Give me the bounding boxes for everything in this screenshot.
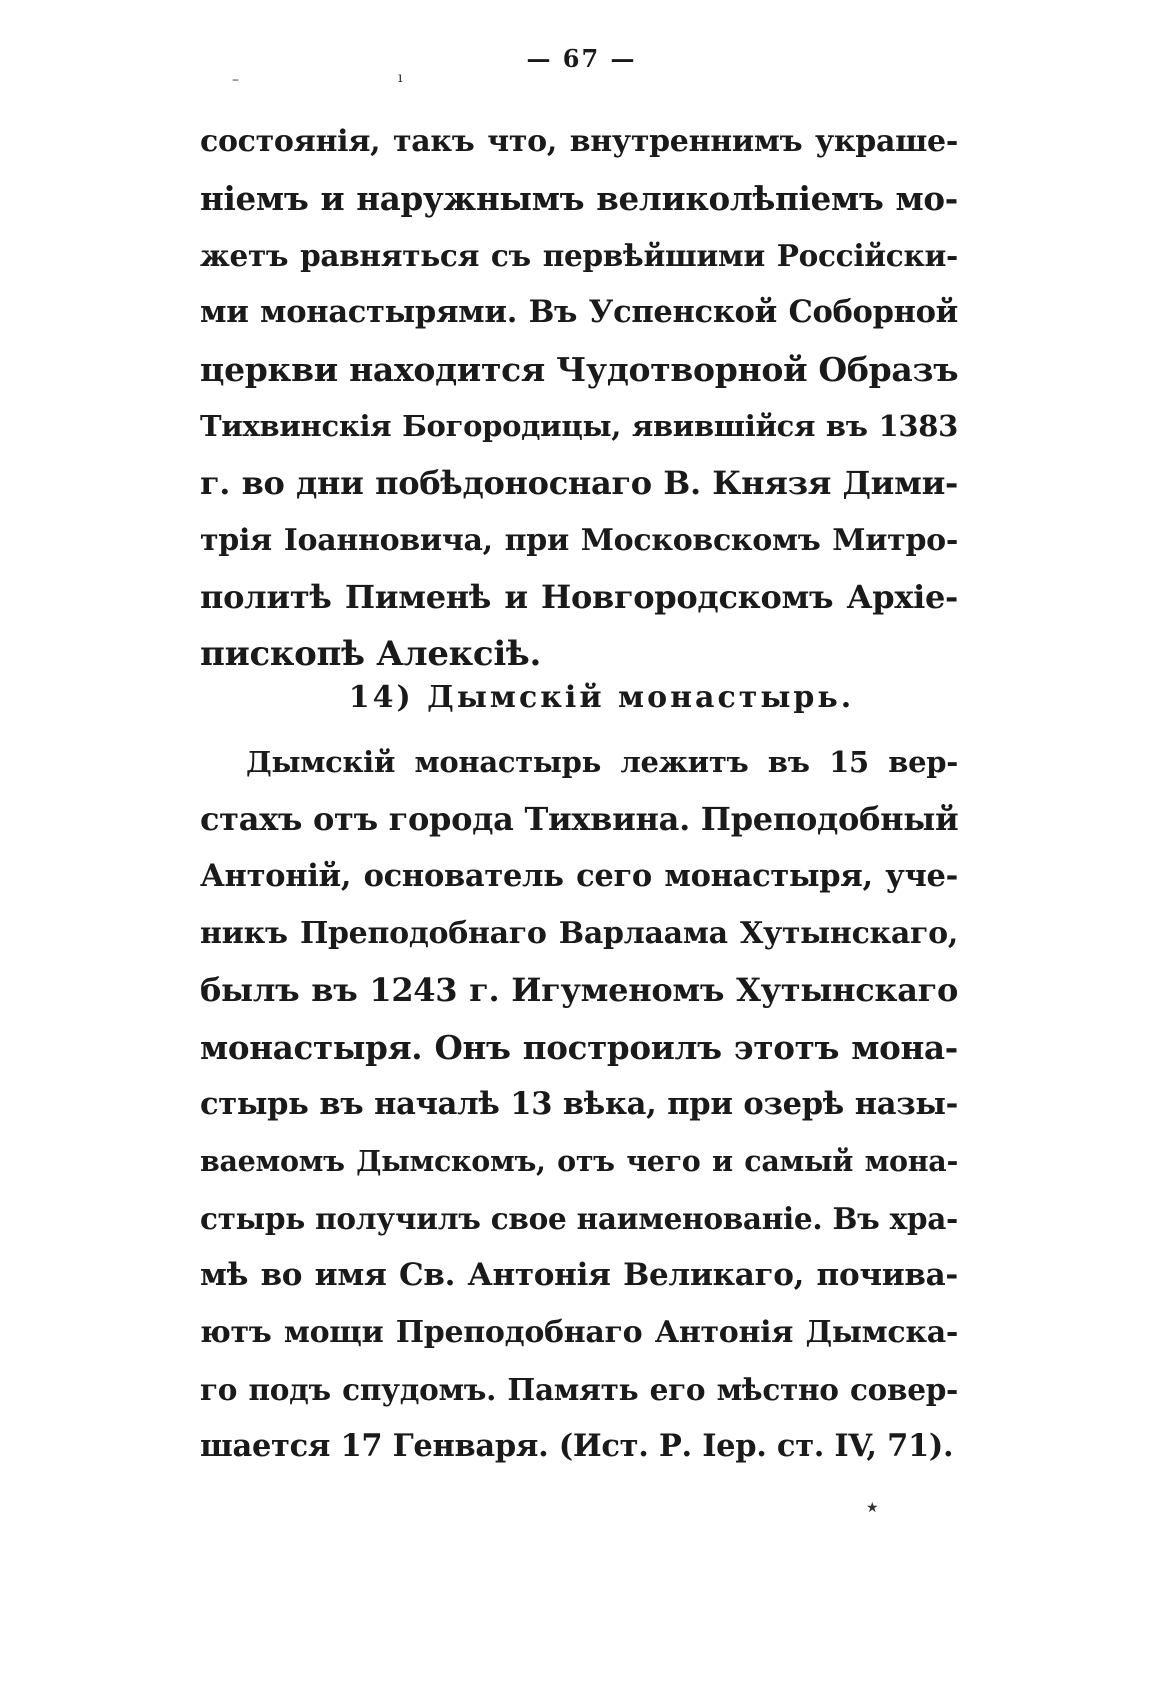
text-line: стырь въ началѣ 13 вѣка, при озерѣ назы- (200, 1086, 958, 1122)
text-line: былъ въ 1243 г. Игуменомъ Хутынскаго (200, 971, 958, 1009)
page-number: — 67 — (526, 44, 637, 73)
text-line: стырь получилъ свое наименованіе. Въ хра- (200, 1201, 958, 1236)
text-line: состоянія, такъ что, внутреннимъ украше- (200, 124, 958, 159)
text-line: никъ Преподобнаго Варлаама Хутынскаго, (200, 916, 958, 951)
text-line: Тихвинскія Богородицы, явившійся въ 1383 (200, 409, 958, 443)
text-line: ваемомъ Дымскомъ, отъ чего и самый мона- (200, 1144, 958, 1178)
text-line: Антоній, основатель сего монастыря, уче- (200, 858, 958, 894)
text-line: Дымскій монастырь лежитъ въ 15 вер- (246, 745, 958, 779)
text-line: г. во дни побѣдоноснаго В. Князя Дими- (200, 464, 958, 502)
text-line: мѣ во имя Св. Антонія Великаго, почива- (200, 1257, 958, 1293)
section-heading: 14) Дымскій монастырь. (348, 680, 855, 715)
text-line: шается 17 Генваря. (Ист. Р. Іер. ст. IV, 71). (200, 1428, 954, 1464)
text-line: стахъ отъ города Тихвина. Преподобный (200, 800, 959, 838)
paragraph-two (200, 734, 958, 1475)
print-speck: – (232, 72, 239, 88)
text-line: церкви находится Чудотворной Образъ (200, 350, 959, 389)
text-line: пископѣ Алексіѣ. (200, 634, 542, 674)
print-speck: ı (398, 70, 403, 86)
text-line: ніемъ и наружнымъ великолѣпіемъ мо- (200, 179, 958, 218)
text-line: ми монастырями. Въ Успенской Соборной (200, 294, 958, 330)
text-line: монастыря. Онъ построилъ этотъ мона- (200, 1028, 958, 1067)
print-speck: ★ (866, 1500, 879, 1516)
text-line: трія Іоанновича, при Московскомъ Митро- (200, 523, 958, 558)
text-line: политѣ Пименѣ и Новгородскомъ Архіе- (200, 578, 958, 616)
text-line: го подъ спудомъ. Память его мѣстно совер- (200, 1372, 958, 1407)
text-line: жетъ равняться съ первѣйшими Россійски- (200, 238, 958, 273)
paragraph-one (200, 113, 958, 683)
text-line: ютъ мощи Преподобнаго Антонія Дымска- (200, 1315, 958, 1350)
